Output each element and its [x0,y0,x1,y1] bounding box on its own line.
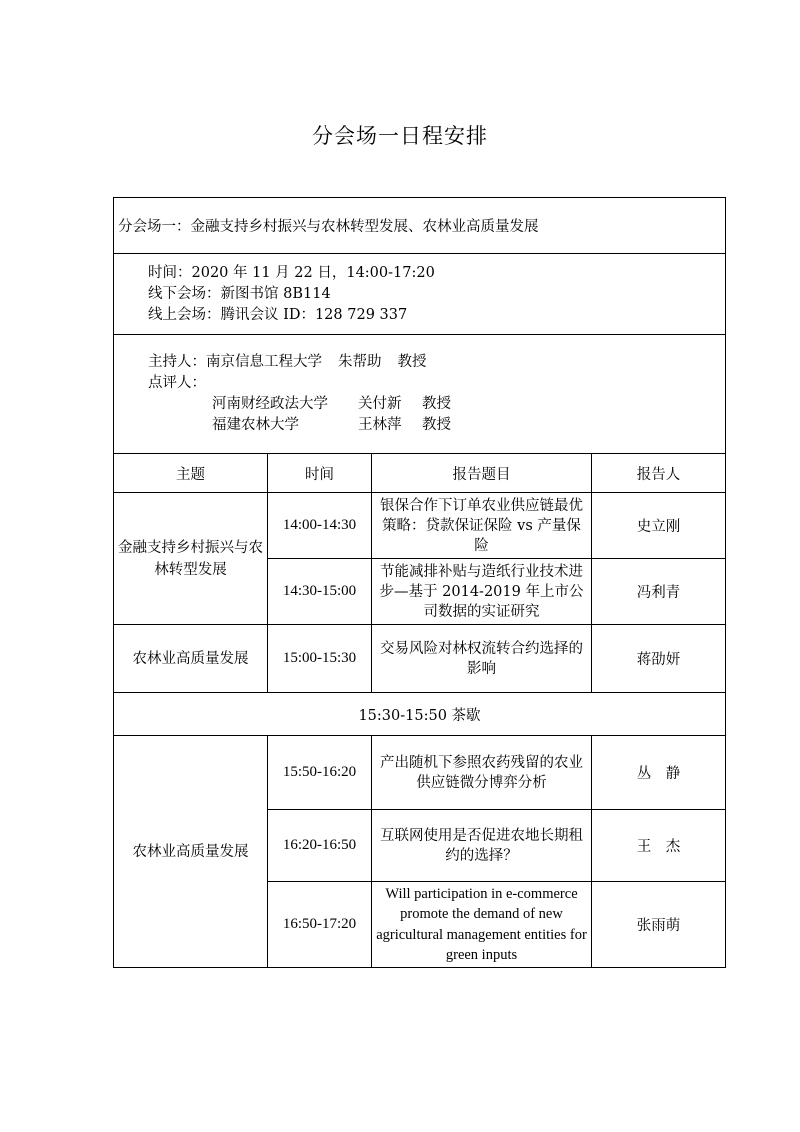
speaker-cell: 王 杰 [592,810,726,882]
report-title-cell: 银保合作下订单农业供应链最优策略：贷款保证保险 vs 产量保险 [372,493,592,559]
time-cell: 16:20-16:50 [268,810,372,882]
report-title-cell: 产出随机下参照农药残留的农业供应链微分博弈分析 [372,736,592,810]
hosts-row [114,335,726,454]
reviewer-org: 福建农林大学 [212,417,299,433]
table-row [114,625,726,693]
break-row [114,693,726,736]
header-speaker: 报告人 [592,454,726,493]
host-title: 教授 [397,354,427,370]
session-title-row [114,198,726,254]
report-title-cell: 互联网使用是否促进农地长期租约的选择？ [372,810,592,882]
header-report-title: 报告题目 [372,454,592,493]
topic-cell: 农林业高质量发展 [114,736,268,968]
schedule-table [113,197,726,968]
online-venue: 线上会场：腾讯会议 ID：128 729 337 [148,306,408,323]
session-info [114,254,726,335]
host-label: 主持人： [148,354,206,370]
speaker-cell: 蒋劭妍 [592,625,726,693]
reviewer-line [148,394,725,415]
reviewer-org: 河南财经政法大学 [212,396,328,412]
reviewer-title: 教授 [422,417,451,433]
report-title-cell: 交易风险对林权流转合约选择的影响 [372,625,592,693]
header-time: 时间 [268,454,372,493]
report-title-cell: Will participation in e-commerce promote the demand of new agricultural management entities for green inputs [372,882,592,968]
reviewers-label: 点评人： [148,375,206,391]
table-header-row [114,454,726,493]
host-org: 南京信息工程大学 [206,354,322,370]
speaker-cell: 史立刚 [592,493,726,559]
report-title-cell: 节能减排补贴与造纸行业技术进步—基于 2014-2019 年上市公司数据的实证研究 [372,559,592,625]
session-info-row [114,254,726,335]
time-cell: 15:00-15:30 [268,625,372,693]
session-time: 时间：2020 年 11 月 22 日，14:00-17:20 [148,264,435,281]
topic-cell: 农林业高质量发展 [114,625,268,693]
table-row [114,493,726,559]
time-cell: 14:00-14:30 [268,493,372,559]
page-title: 分会场一日程安排 [312,124,488,148]
speaker-cell: 张雨萌 [592,882,726,968]
reviewer-name: 王林萍 [358,417,402,433]
time-cell: 15:50-16:20 [268,736,372,810]
host-name: 朱帮助 [338,354,382,370]
table-row [114,736,726,810]
header-topic: 主题 [114,454,268,493]
hosts-block [114,335,726,454]
reviewer-title: 教授 [422,396,451,412]
host-line [148,352,725,373]
time-cell: 14:30-15:00 [268,559,372,625]
time-cell: 16:50-17:20 [268,882,372,968]
offline-venue: 线下会场：新图书馆 8B114 [148,285,331,302]
speaker-cell: 丛 静 [592,736,726,810]
topic-cell: 金融支持乡村振兴与农林转型发展 [114,493,268,625]
reviewer-name: 关付新 [358,396,402,412]
speaker-cell: 冯利青 [592,559,726,625]
tea-break: 15:30-15:50 茶歇 [114,693,726,736]
reviewer-line [148,415,725,436]
session-title: 分会场一：金融支持乡村振兴与农林转型发展、农林业高质量发展 [114,198,726,254]
